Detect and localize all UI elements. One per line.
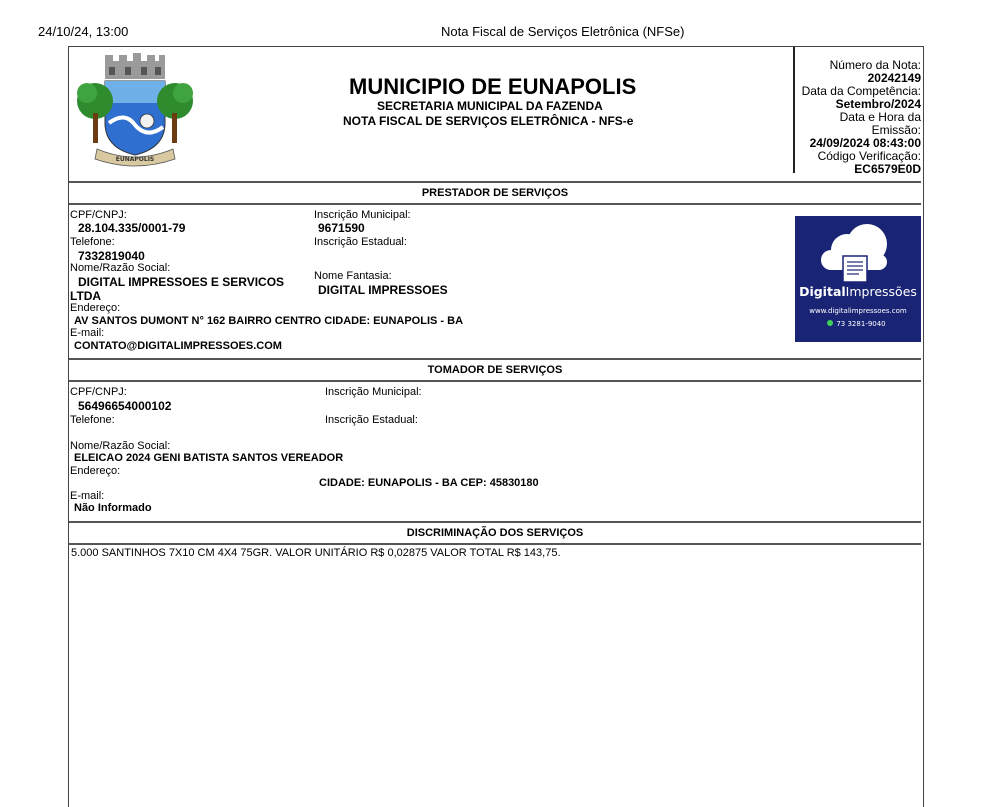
discriminacao-section-title: DISCRIMINAÇÃO DOS SERVIÇOS [69,521,921,545]
prestador-razao-label: Nome/Razão Social: [70,262,171,274]
nota-meta-box [793,47,921,176]
prestador-cnpj: 28.104.335/0001-79 [78,221,186,235]
tomador-email-label: E-mail: [70,490,105,502]
nfse-subtitle: NOTA FISCAL DE SERVIÇOS ELETRÔNICA - NFS-e [343,114,634,128]
tomador-email: Não Informado [74,502,152,514]
prestador-email-label: E-mail: [70,327,105,339]
tomador-cnpj: 56496654000102 [78,399,172,413]
municipal-crest-icon [75,53,195,171]
logo-brand-bold: Digital [799,284,846,299]
svg-text:DigitalImpressões [799,284,917,299]
prestador-fantasia: DIGITAL IMPRESSOES [318,283,448,297]
tomador-razao-label: Nome/Razão Social: [70,440,171,452]
tomador-cidade: CIDADE: EUNAPOLIS - BA CEP: 45830180 [319,477,539,489]
numero-label: Número da Nota: [829,58,921,72]
competencia-value: Setembro/2024 [835,97,921,111]
tomador-razao: ELEICAO 2024 GENI BATISTA SANTOS VEREADOR [74,452,344,464]
logo-phone: 73 3281-9040 [836,320,886,328]
prestador-insc-est-label: Inscrição Estadual: [314,236,407,248]
tomador-endereco-label: Endereço: [70,465,121,477]
codigo-label: Código Verificação: [817,149,921,163]
prestador-logo [795,216,921,342]
emissao-value: 24/09/2024 08:43:00 [809,136,921,150]
logo-site: www.digitalimpressoes.com [809,307,907,315]
competencia-label: Data da Competência: [801,84,921,98]
crest-banner-text: EUNAPOLIS [115,156,155,163]
prestador-endereco: AV SANTOS DUMONT N° 162 BAIRRO CENTRO CIDADE: EUNAPOLIS - BA [74,315,464,327]
prestador-razao-line2: LTDA [70,289,102,303]
prestador-email: CONTATO@DIGITALIMPRESSOES.COM [74,340,282,352]
logo-brand-light: Impressões [845,284,917,299]
tomador-insc-mun-label: Inscrição Municipal: [325,386,422,398]
prestador-telefone: 7332819040 [78,249,145,263]
tomador-telefone-label: Telefone: [70,414,115,426]
codigo-value: EC6579E0D [854,162,921,176]
tomador-insc-est-label: Inscrição Estadual: [325,414,418,426]
nfse-document [68,46,924,807]
print-doc-title: Nota Fiscal de Serviços Eletrônica (NFSe) [441,24,685,39]
discriminacao-text: 5.000 SANTINHOS 7X10 CM 4X4 75GR. VALOR UNITÁRIO R$ 0,02875 VALOR TOTAL R$ 143,75. [71,547,561,559]
prestador-telefone-label: Telefone: [70,236,115,248]
print-datetime: 24/10/24, 13:00 [38,24,129,39]
tomador-cnpj-label: CPF/CNPJ: [70,386,127,398]
municipio-subtitle: SECRETARIA MUNICIPAL DA FAZENDA [377,99,603,113]
municipio-title: MUNICIPIO DE EUNAPOLIS [349,74,637,99]
tomador-section-title: TOMADOR DE SERVIÇOS [69,358,921,382]
prestador-razao-line1: DIGITAL IMPRESSOES E SERVICOS [78,275,285,289]
prestador-fantasia-label: Nome Fantasia: [314,270,392,282]
prestador-insc-mun: 9671590 [318,221,365,235]
cloud-document-icon [795,216,921,342]
prestador-cnpj-label: CPF/CNPJ: [70,209,127,221]
emissao-label: Data e Hora da Emissão: [839,110,921,137]
prestador-endereco-label: Endereço: [70,302,121,314]
prestador-insc-mun-label: Inscrição Municipal: [314,209,411,221]
prestador-section-title: PRESTADOR DE SERVIÇOS [69,181,921,205]
numero-value: 20242149 [867,71,921,85]
